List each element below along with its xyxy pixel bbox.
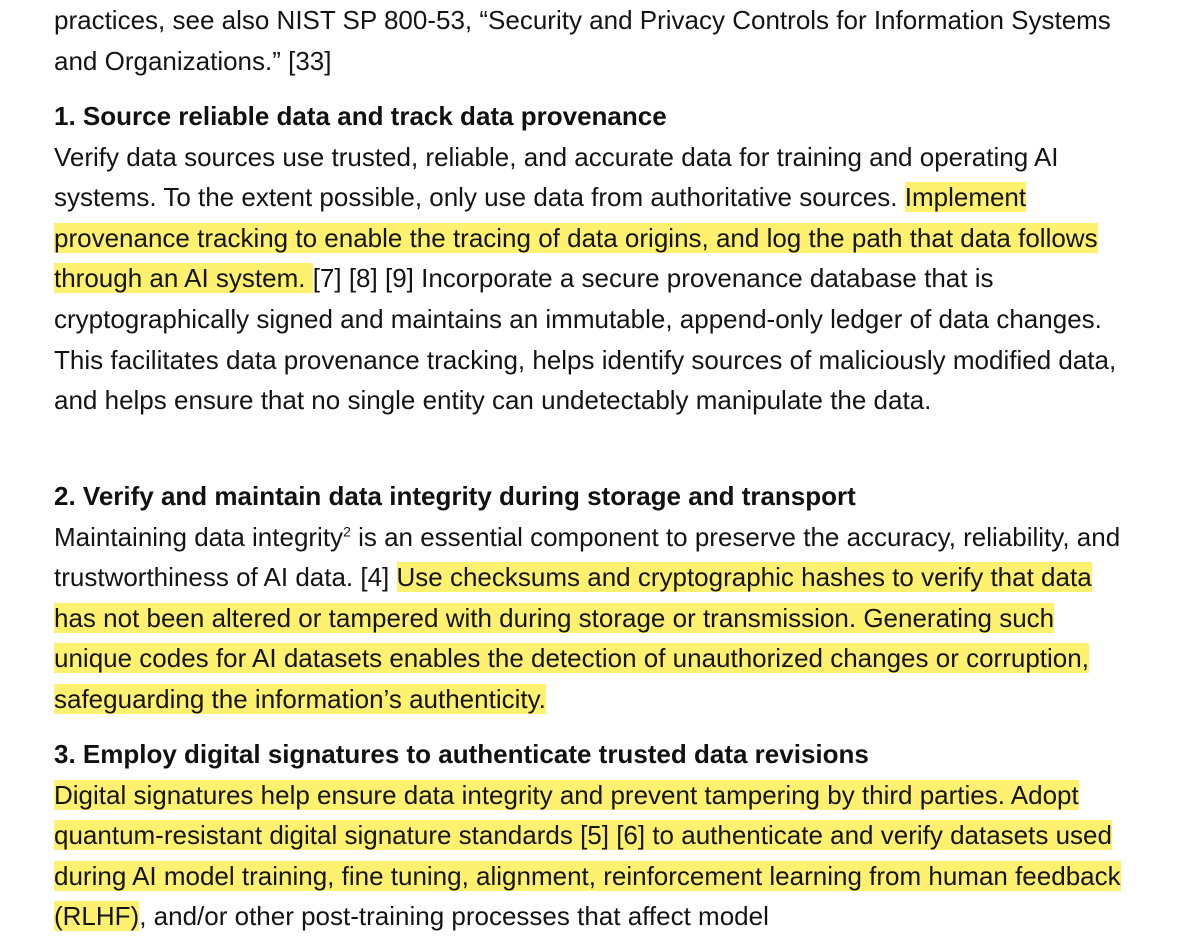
body-text: , and/or other post-training processes that affect model: [139, 901, 769, 932]
section-heading: 3. Employ digital signatures to authenticate trusted data revisions: [54, 739, 869, 769]
section-body: [54, 775, 1124, 937]
section-data-integrity: [54, 476, 1124, 720]
body-text: Verify data sources use trusted, reliable, and accurate data for training and operating AI systems. To the extent possible, only use data from authoritative sources.: [54, 141, 1059, 213]
section-body: [54, 137, 1124, 421]
section-body: [54, 517, 1124, 720]
footnote-ref[interactable]: 2: [343, 522, 351, 539]
highlighted-text: Implement provenance tracking to enable the tracing of data origins, and log the path that data follows through an AI system.: [54, 182, 1098, 294]
highlighted-text: Digital signatures help ensure data integrity and prevent tampering by third parties. Adopt quantum-resistant digital signature standards [5] [6] to authenticate and verify datasets used during AI model training, fine tuning, alignment, reinforcement learning from human feedback (RLHF): [54, 779, 1121, 932]
section-heading: 2. Verify and maintain data integrity during storage and transport: [54, 481, 856, 511]
highlighted-text: Use checksums and cryptographic hashes to verify that data has not been altered or tampered with during storage or transmission. Generating such unique codes for AI datasets enables the detection of unauthorized changes or corruption, safeguarding the information’s authenticity.: [54, 562, 1092, 714]
section-heading: 1. Source reliable data and track data provenance: [54, 101, 667, 131]
section-digital-signatures: [54, 734, 1124, 937]
body-text: [7] [8] [9] Incorporate a secure provenance database that is cryptographically signed and maintains an immutable, append-only ledger of data changes. This facilitates data provenance tracking, helps identify sources of maliciously modified data, and helps ensure that no single entity can undetectably manipulate the data.: [54, 263, 1117, 416]
intro-paragraph: practices, see also NIST SP 800-53, “Security and Privacy Controls for Information Systems and Organizations.” [33]: [54, 5, 1111, 76]
section-source-reliable-data: [54, 96, 1124, 421]
body-text: Maintaining data integrity: [54, 521, 344, 552]
body-text: is an essential component to preserve the accuracy, reliability, and trustworthiness of AI data. [4]: [54, 521, 1121, 593]
